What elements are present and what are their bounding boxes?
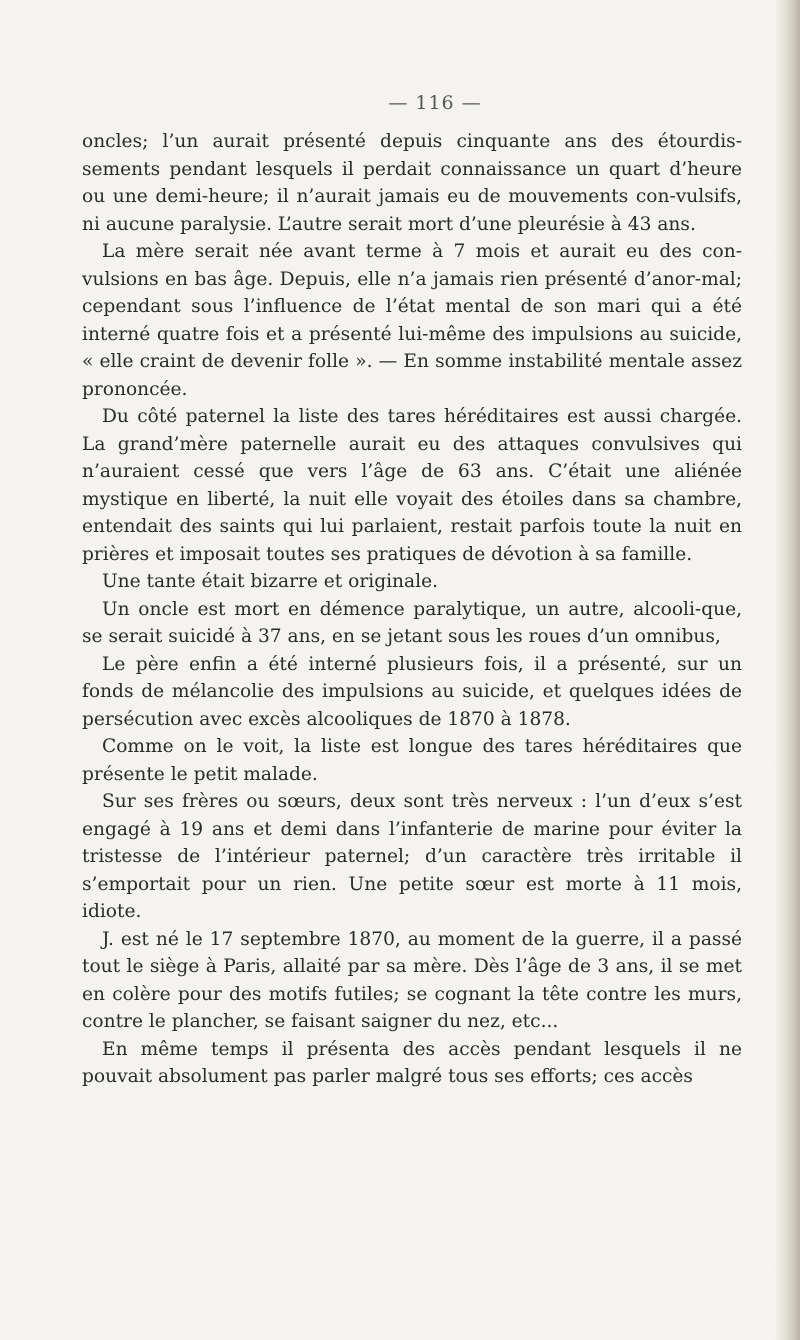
document-page [82, 92, 742, 1091]
paragraph-3: Du côté paternel la liste des tares héréditaires est aussi chargée. La grand’mère paternelle aurait eu des attaques convulsives qui n’auraient cessé que vers l’âge de 63 ans. C’était une aliénée mystique en liberté, la nuit elle voyait des étoiles dans sa chambre, entendait des saints qui lui parlaient, restait parfois toute la nuit en prières et imposait toutes ses pratiques de dévotion à sa famille. [82, 406, 742, 565]
page-number: — 116 — [388, 92, 482, 114]
paragraph-8: Sur ses frères ou sœurs, deux sont très nerveux : l’un d’eux s’est engagé à 19 ans et demi dans l’infanterie de marine pour éviter la tristesse de l’intérieur paternel; d’un caractère très irritable il s’emportait pour un rien. Une petite sœur est morte à 11 mois, idiote. [82, 791, 742, 922]
page-edge-shadow [774, 0, 800, 1340]
paragraph-6: Le père enfin a été interné plusieurs fois, il a présenté, sur un fonds de mélancolie des impulsions au suicide, et quelques idées de persécution avec excès alcooliques de 1870 à 1878. [82, 653, 742, 730]
body-text [82, 128, 742, 1091]
paragraph-1: oncles; l’un aurait présenté depuis cinquante ans des étourdis-sements pendant lesquels il perdait connaissance un quart d’heure ou une demi-heure; il n’aurait jamais eu de mouvements con-vulsifs, ni aucune paralysie. L’autre serait mort d’une pleurésie à 43 ans. [82, 131, 742, 235]
paragraph-4: Une tante était bizarre et originale. [102, 571, 438, 592]
paragraph-10: En même temps il présenta des accès pendant lesquels il ne pouvait absolument pas parler malgré tous ses efforts; ces accès [82, 1038, 742, 1087]
paragraph-7: Comme on le voit, la liste est longue des tares héréditaires que présente le petit malade. [82, 736, 742, 785]
paragraph-2: La mère serait née avant terme à 7 mois et aurait eu des con-vulsions en bas âge. Depuis, elle n’a jamais rien présenté d’anor-mal; cependant sous l’influence de l’état mental de son mari qui a été interné quatre fois et a présenté lui-même des impulsions au suicide, « elle craint de devenir folle ». — En somme instabilité mentale assez prononcée. [82, 241, 742, 400]
paragraph-9: J. est né le 17 septembre 1870, au moment de la guerre, il a passé tout le siège à Paris, allaité par sa mère. Dès l’âge de 3 ans, il se met en colère pour des motifs futiles; se cognant la tête contre les murs, contre le plancher, se faisant saigner du nez, etc... [82, 928, 742, 1032]
paragraph-5: Un oncle est mort en démence paralytique, un autre, alcooli-que, se serait suicidé à 37 ans, en se jetant sous les roues d’un omnibus, [82, 598, 742, 647]
